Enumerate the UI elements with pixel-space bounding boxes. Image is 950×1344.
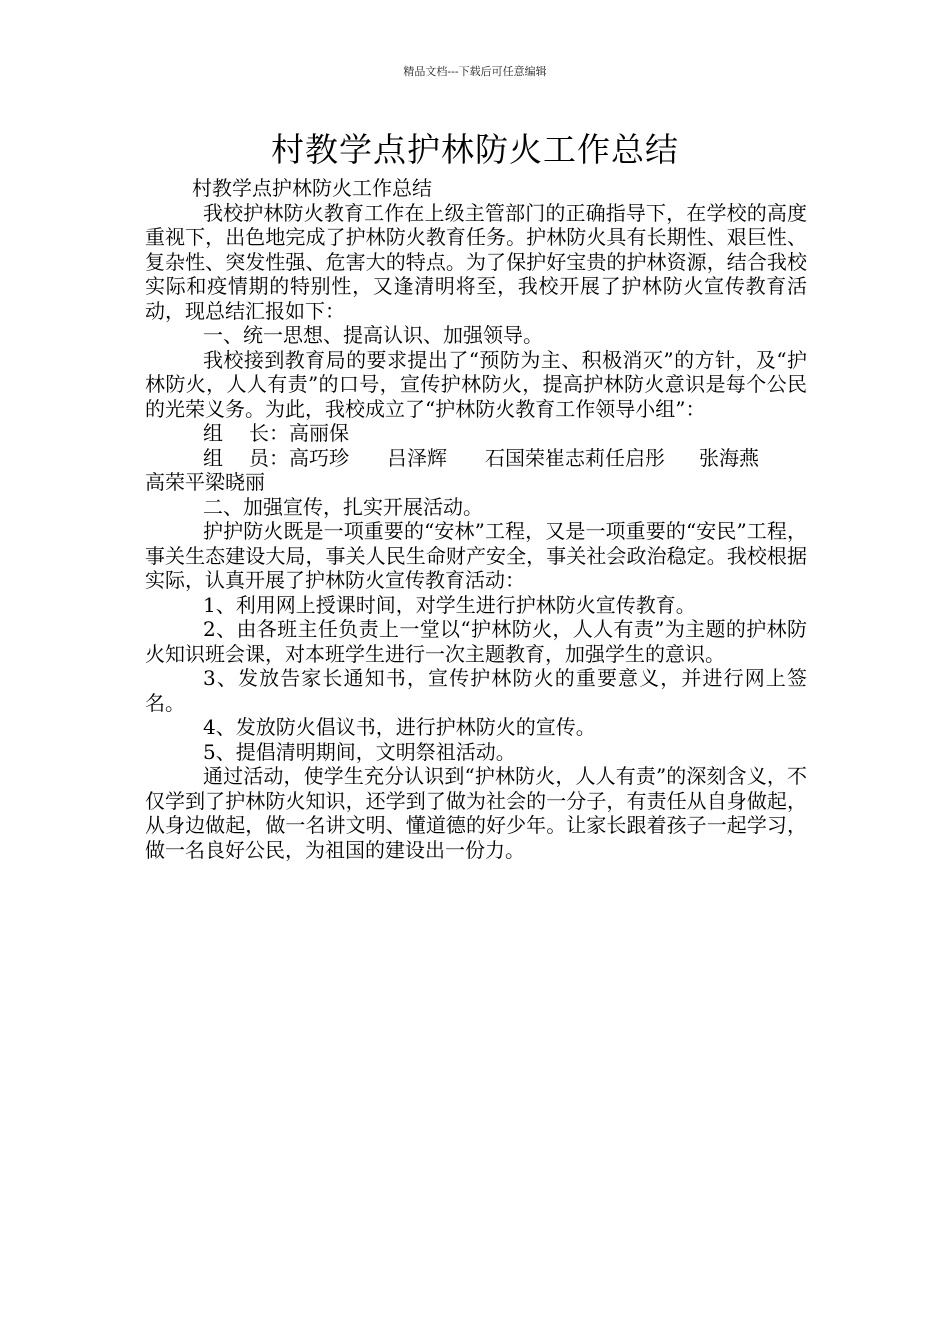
document-body	[145, 176, 807, 862]
group-member-name: 高荣平梁晓丽	[145, 470, 265, 494]
members-label-char-2: 员：	[249, 445, 289, 470]
intro-paragraph: 我校护林防火教育工作在上级主管部门的正确指导下，在学校的高度重视下，出色地完成了护林防火教育任务。护林防火具有长期性、艰巨性、复杂性、突发性强、危害大的特点。为了保护好宝贵的护林资源，结合我校实际和疫情期的特别性，又逢清明将至，我校开展了护林防火宣传教育活动，现总结汇报如下：	[145, 200, 807, 323]
page-header-watermark: 精品文档---下载后可任意编辑	[403, 65, 547, 78]
section-2-body: 护护防火既是一项重要的“安林”工程，又是一项重要的“安民”工程，事关生态建设大局，事关人民生命财产安全，事关社会政治稳定。我校根据实际，认真开展了护林防火宣传教育活动：	[145, 519, 807, 592]
activity-item-1: 1、利用网上授课时间，对学生进行护林防火宣传教育。	[203, 592, 696, 617]
conclusion-paragraph: 通过活动，使学生充分认识到“护林防火，人人有责”的深刻含义，不仅学到了护林防火知识，还学到了做为社会的一分子，有责任从自身做起，从身边做起，做一名讲文明、懂道德的好少年。让家长跟着孩子一起学习，做一名良好公民，为祖国的建设出一份力。	[145, 764, 807, 862]
group-members-line	[145, 446, 807, 495]
section-1-heading: 一、统一思想、提高认识、加强领导。	[203, 323, 543, 347]
group-member-name: 高巧珍	[289, 445, 349, 470]
section-1-body: 我校接到教育局的要求提出了“预防为主、积极消灭”的方针，及“护林防火，人人有责”的口号，宣传护林防火，提高护林防火意识是每个公民的光荣义务。为此，我校成立了“护林防火教育工作领导小组”：	[145, 347, 807, 421]
section-2-heading: 二、加强宣传，扎实开展活动。	[203, 494, 483, 519]
leader-label-char-2: 长：	[249, 421, 289, 445]
activity-item-4: 4、发放防火倡议书，进行护林防火的宣传。	[203, 715, 596, 739]
group-member-name: 石国荣崔志莉任启彤	[485, 445, 665, 470]
leader-label-char-1: 组	[203, 421, 223, 445]
activity-item-5: 5、提倡清明期间，文明祭祖活动。	[203, 739, 516, 764]
group-leader-line	[145, 421, 807, 446]
activity-item-3: 3、发放告家长通知书，宣传护林防火的重要意义，并进行网上签名。	[145, 666, 807, 715]
group-member-name: 吕泽辉	[387, 445, 447, 470]
document-title: 村教学点护林防火工作总结	[271, 130, 679, 169]
document-subtitle: 村教学点护林防火工作总结	[192, 176, 432, 200]
members-label-char-1: 组	[203, 445, 223, 470]
activity-item-2: 2、由各班主任负责上一堂以“护林防火，人人有责”为主题的护林防火知识班会课，对本班学生进行一次主题教育，加强学生的意识。	[145, 617, 807, 666]
group-member-name: 张海燕	[699, 445, 759, 470]
group-leader-name: 高丽保	[289, 421, 349, 445]
